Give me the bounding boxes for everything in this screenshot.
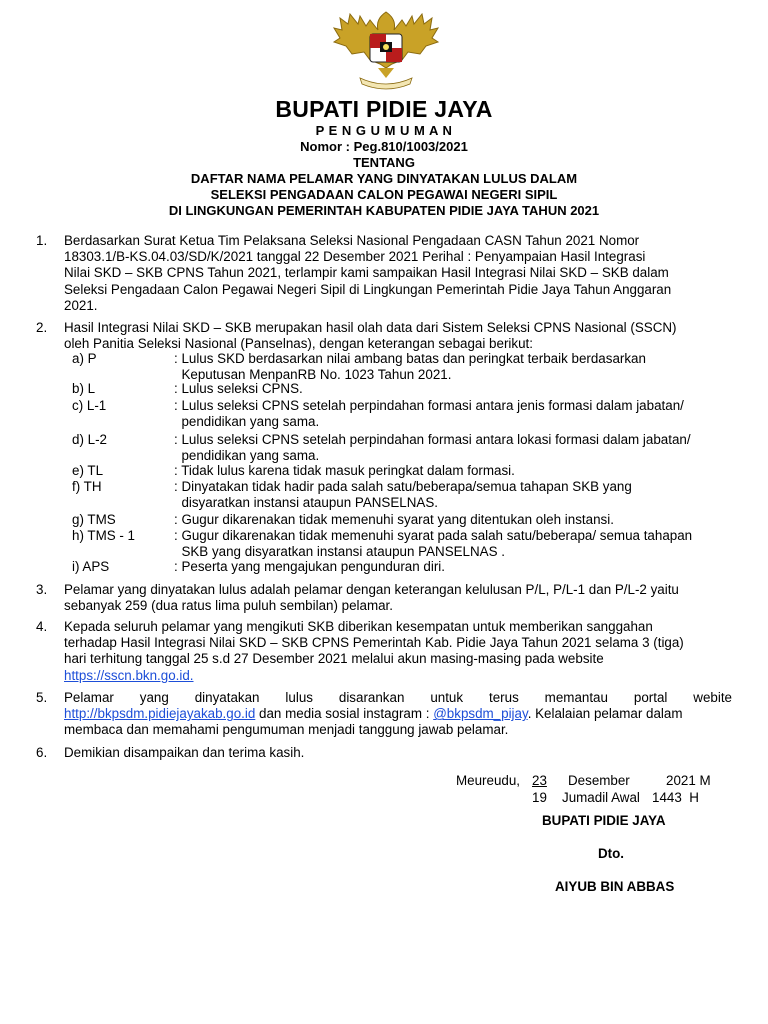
signature-dto: Dto. <box>598 846 625 861</box>
list-item-text-cont: pendidikan yang sama. <box>174 448 320 463</box>
signature-name: AIYUB BIN ABBAS <box>555 879 675 894</box>
date-month: Desember <box>568 773 630 788</box>
hijri-day: 19 <box>532 790 547 805</box>
list-item-text: : Tidak lulus karena tidak masuk peringkat dalam formasi. <box>174 463 515 478</box>
item-number: 3. <box>36 582 48 597</box>
tentang-line: TENTANG <box>353 155 415 170</box>
date-year: 2021 M <box>666 773 711 788</box>
item-line: Nilai SKD – SKB CPNS Tahun 2021, terlampir kami sampaikan Hasil Integrasi Nilai SKD – SKB dalam <box>64 265 669 281</box>
item-number: 5. <box>36 690 48 705</box>
item-line: terhadap Hasil Integrasi Nilai SKD – SKB CPNS Pemerintah Kab. Pidie Jaya Tahun 2021 selama 3 (tiga) <box>64 635 684 651</box>
list-item-label: e) TL <box>72 463 104 478</box>
hijri-month: Jumadil Awal <box>562 790 640 805</box>
date-day: 23 <box>532 773 547 788</box>
item-3-text <box>64 582 732 614</box>
item-line-tail: . Kelalaian pelamar dalam <box>527 706 683 722</box>
list-item-text-cont: pendidikan yang sama. <box>174 414 320 429</box>
signature-place: Meureudu, <box>456 773 521 788</box>
signature-date-hijri <box>532 790 716 805</box>
list-item-text: : Lulus SKD berdasarkan nilai ambang batas dan peringkat terbaik berdasarkan <box>174 351 646 366</box>
item-line: Berdasarkan Surat Ketua Tim Pelaksana Seleksi Nasional Pengadaan CASN Tahun 2021 Nomor <box>64 233 640 248</box>
list-item-text: : Lulus seleksi CPNS. <box>174 381 303 396</box>
list-item-text: : Gugur dikarenakan tidak memenuhi syarat yang ditentukan oleh instansi. <box>174 512 614 527</box>
list-item-label: a) P <box>72 351 97 366</box>
list-item-text-cont: Keputusan MenpanRB No. 1023 Tahun 2021. <box>174 367 452 382</box>
item-line: Demikian disampaikan dan terima kasih. <box>64 745 305 760</box>
item-5-text <box>64 690 732 739</box>
signature-date-masehi <box>532 773 716 788</box>
item-number: 2. <box>36 320 48 335</box>
list-item-label: h) TMS - 1 <box>72 528 135 543</box>
item-line: Pelamar yang dinyatakan lulus disarankan untuk terus memantau portal webite <box>64 690 732 705</box>
list-item-label: b) L <box>72 381 96 396</box>
hijri-year: 1443 H <box>652 790 699 805</box>
signature-office: BUPATI PIDIE JAYA <box>542 813 666 828</box>
garuda-emblem-icon <box>330 8 442 90</box>
list-item-text: : Lulus seleksi CPNS setelah perpindahan formasi antara lokasi formasi dalam jabatan/ <box>174 432 691 447</box>
item-line: 2021. <box>64 297 98 313</box>
item-1-text <box>64 233 732 314</box>
item-line: Kepada seluruh pelamar yang mengikuti SKB diberikan kesempatan untuk memberikan sanggahan <box>64 619 653 634</box>
list-item-text: : Peserta yang mengajukan pengunduran diri. <box>174 559 445 574</box>
item-number: 6. <box>36 745 48 760</box>
list-item-text: : Dinyatakan tidak hadir pada salah satu/beberapa/semua tahapan SKB yang <box>174 479 632 494</box>
item-number: 1. <box>36 233 48 248</box>
list-item-label: i) APS <box>72 559 110 574</box>
list-item-text-cont: disyaratkan instansi ataupun PANSELNAS. <box>174 495 438 510</box>
page-title: BUPATI PIDIE JAYA <box>275 96 493 122</box>
subject-line-2: SELEKSI PENGADAAN CALON PEGAWAI NEGERI SIPIL <box>210 187 558 202</box>
item-line-mid: dan media sosial instagram : <box>255 706 434 722</box>
subject-line-3: DI LINGKUNGAN PEMERINTAH KABUPATEN PIDIE JAYA TAHUN 2021 <box>168 203 600 218</box>
item-line: Hasil Integrasi Nilai SKD – SKB merupakan hasil olah data dari Sistem Seleksi CPNS Nasional (SSCN) <box>64 320 677 335</box>
list-item-label: f) TH <box>72 479 102 494</box>
nomor-line: Nomor : Peg.810/1003/2021 <box>300 139 468 154</box>
item-6-text <box>64 745 732 761</box>
item-line: oleh Panitia Seleksi Nasional (Panselnas), dengan keterangan sebagai berikut: <box>64 336 533 352</box>
item-2-text <box>64 320 732 352</box>
announcement-label: P E N G U M U M A N <box>315 123 453 138</box>
item-number: 4. <box>36 619 48 634</box>
list-item-label: d) L-2 <box>72 432 107 447</box>
sscn-link[interactable]: https://sscn.bkn.go.id. <box>64 667 194 683</box>
item-line: membaca dan memahami pengumuman menjadi tanggung jawab pelamar. <box>64 722 509 738</box>
item-line: sebanyak 259 (dua ratus lima puluh sembilan) pelamar. <box>64 598 393 614</box>
bkpsdm-website-link[interactable]: http://bkpsdm.pidiejayakab.go.id <box>64 706 256 722</box>
item-line: 18303.1/B-KS.04.03/SD/K/2021 tanggal 22 Desember 2021 Perihal : Penyampaian Hasil Integrasi <box>64 249 646 265</box>
instagram-link[interactable]: @bkpsdm_pijay <box>433 706 528 722</box>
subject-line-1: DAFTAR NAMA PELAMAR YANG DINYATAKAN LULUS DALAM <box>190 171 578 186</box>
list-item-text-cont: SKB yang disyaratkan instansi ataupun PANSELNAS . <box>174 544 505 559</box>
list-item-text: : Lulus seleksi CPNS setelah perpindahan formasi antara jenis formasi dalam jabatan/ <box>174 398 684 413</box>
item-line: hari terhitung tanggal 25 s.d 27 Desember 2021 melalui akun masing-masing pada website <box>64 651 604 667</box>
item-4-text <box>64 619 732 684</box>
item-line: Pelamar yang dinyatakan lulus adalah pelamar dengan keterangan kelulusan P/L, P/L-1 dan P/L-2 yaitu <box>64 582 679 597</box>
list-item-text: : Gugur dikarenakan tidak memenuhi syarat pada salah satu/beberapa/ semua tahapan <box>174 528 693 543</box>
list-item-label: c) L-1 <box>72 398 107 413</box>
list-item-label: g) TMS <box>72 512 116 527</box>
item-line: Seleksi Pengadaan Calon Pegawai Negeri Sipil di Lingkungan Pemerintah Pidie Jaya Tahun Anggaran <box>64 281 672 297</box>
